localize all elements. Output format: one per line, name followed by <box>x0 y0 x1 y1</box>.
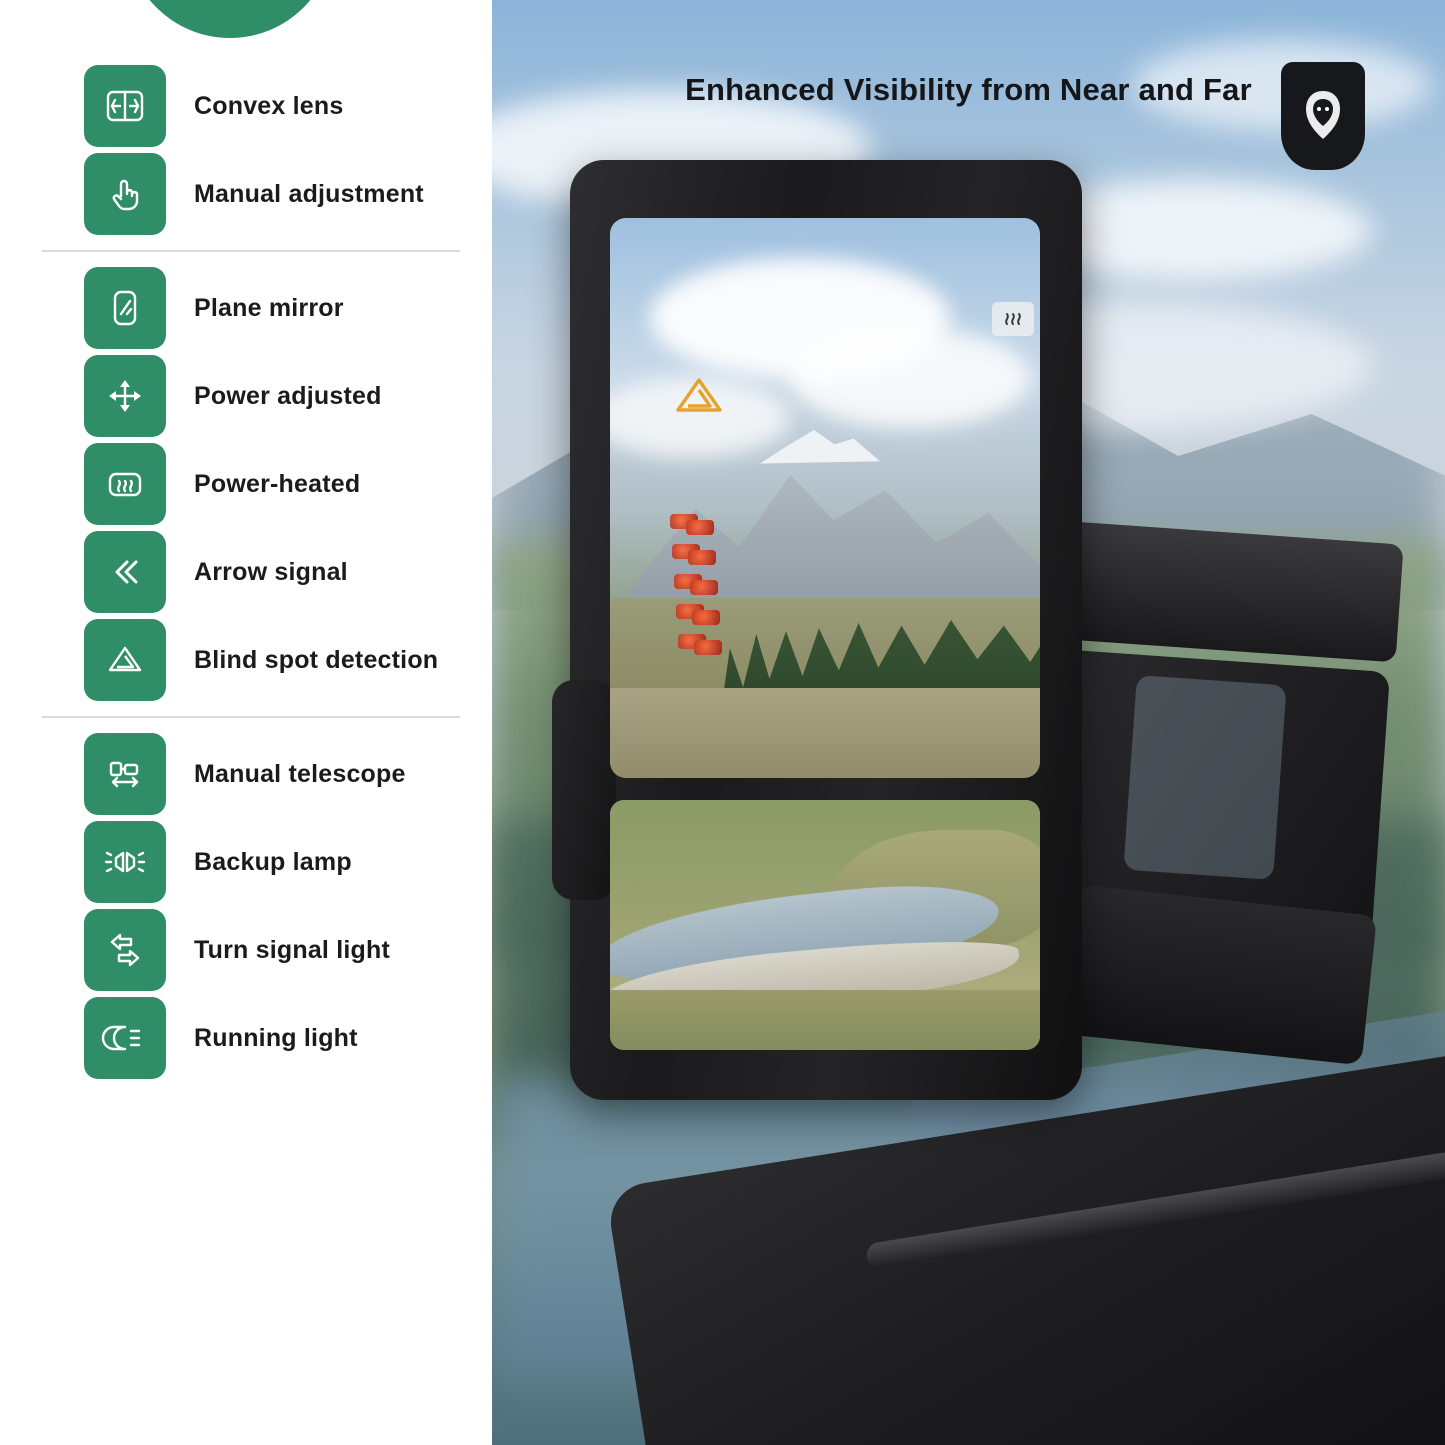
telescope-extend-icon <box>84 733 166 815</box>
turn-signal-arrows-icon <box>84 909 166 991</box>
feature-panel <box>0 0 492 1445</box>
section-divider <box>42 250 460 252</box>
feature-item-manual-telescope <box>0 730 492 818</box>
blind-spot-triangle-icon <box>84 619 166 701</box>
feature-label: Plane mirror <box>194 293 344 322</box>
heat-waves-icon <box>84 443 166 525</box>
feature-item-convex-lens <box>0 62 492 150</box>
panel-top-accent-shape <box>126 0 334 38</box>
feature-label: Blind spot detection <box>194 645 439 674</box>
lion-head-logo <box>1281 62 1365 170</box>
feature-item-arrow-signal <box>0 528 492 616</box>
feature-label: Convex lens <box>194 91 344 120</box>
mirror-arm-cutout <box>1123 675 1286 880</box>
mirror-arm-base <box>1063 885 1377 1066</box>
feature-item-manual-adjustment <box>0 150 492 238</box>
section-divider <box>42 716 460 718</box>
reflected-lower-grass <box>610 990 1040 1050</box>
feature-item-power-heated <box>0 440 492 528</box>
feature-label: Arrow signal <box>194 557 348 586</box>
double-chevron-left-icon <box>84 531 166 613</box>
blind-spot-warning-icon <box>672 372 726 418</box>
feature-item-running-light <box>0 994 492 1082</box>
hand-touch-icon <box>84 153 166 235</box>
mirror-support-arm-upper <box>1036 520 1403 663</box>
lower-convex-mirror-glass <box>610 800 1040 1050</box>
reflected-cloud <box>790 328 1030 428</box>
reflected-snow-cap <box>760 430 880 478</box>
led-turn-signal-arrow <box>670 514 714 674</box>
feature-label: Turn signal light <box>194 935 390 964</box>
feature-label: Running light <box>194 1023 358 1052</box>
reflected-foreground <box>610 688 1040 778</box>
feature-item-blind-spot-detection <box>0 616 492 704</box>
four-way-arrows-icon <box>84 355 166 437</box>
feature-item-plane-mirror <box>0 264 492 352</box>
tow-mirror-assembly <box>570 160 1390 1140</box>
feature-label: Backup lamp <box>194 847 352 876</box>
feature-item-power-adjusted <box>0 352 492 440</box>
feature-list <box>0 62 492 1082</box>
feature-label: Power adjusted <box>194 381 382 410</box>
page-title: Enhanced Visibility from Near and Far <box>685 72 1252 107</box>
plane-mirror-icon <box>84 267 166 349</box>
feature-label: Power-heated <box>194 469 361 498</box>
mirror-housing <box>570 160 1082 1100</box>
feature-label: Manual adjustment <box>194 179 424 208</box>
convex-lens-icon <box>84 65 166 147</box>
feature-label: Manual telescope <box>194 759 406 788</box>
mirror-housing-tab <box>552 680 616 900</box>
feature-item-turn-signal-light <box>0 906 492 994</box>
upper-plane-mirror-glass <box>610 218 1040 778</box>
product-photo <box>492 0 1445 1445</box>
feature-item-backup-lamp <box>0 818 492 906</box>
backup-lamp-icon <box>84 821 166 903</box>
running-light-icon <box>84 997 166 1079</box>
heated-mirror-indicator-icon <box>992 302 1034 336</box>
